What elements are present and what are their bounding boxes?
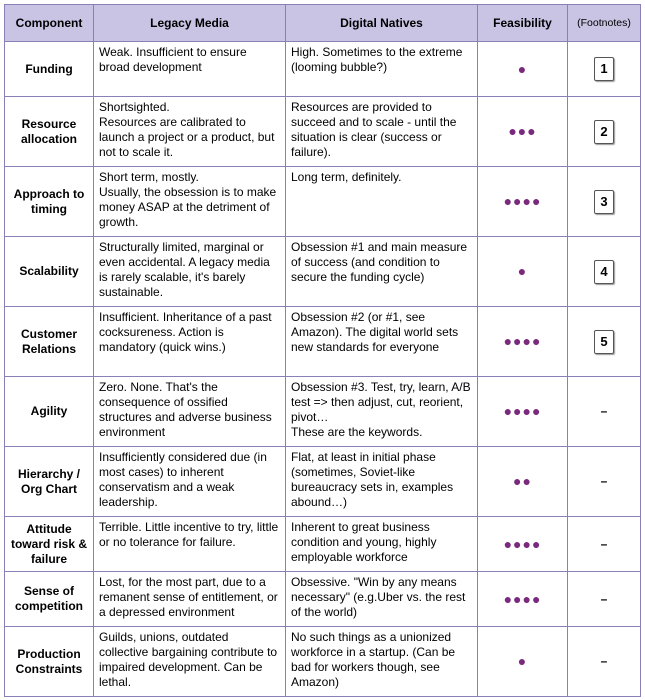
feasibility-dots: ●●●● [478,307,568,377]
table-row [5,572,641,627]
comparison-table [4,4,641,697]
digital-cell: Obsession #3. Test, try, learn, A/B test => then adjust, cut, reorient, pivot… These are the keywords. [286,377,478,447]
footnote-badge: 2 [594,120,614,144]
legacy-cell: Short term, mostly. Usually, the obsession is to make money ASAP at the detriment of growth. [94,167,286,237]
table-row [5,307,641,377]
component-cell: Hierarchy / Org Chart [5,447,94,517]
feasibility-dots: ● [478,627,568,697]
footnote-dash: – [600,474,608,488]
digital-cell: Flat, at least in initial phase (sometimes, Soviet-like bureaucracy sets in, examples abound…) [286,447,478,517]
table-row [5,237,641,307]
header-row [5,5,641,42]
feasibility-dots: ● [478,42,568,97]
legacy-cell: Insufficiently considered due (in most cases) to inherent conservatism and a weak leadership. [94,447,286,517]
legacy-cell: Zero. None. That's the consequence of ossified structures and adverse business environment [94,377,286,447]
legacy-cell: Weak. Insufficient to ensure broad development [94,42,286,97]
component-cell: Approach to timing [5,167,94,237]
legacy-cell: Guilds, unions, outdated collective bargaining contribute to impaired development. Can be lethal. [94,627,286,697]
table-row [5,167,641,237]
legacy-cell: Shortsighted. Resources are calibrated to launch a project or a product, but not to scale it. [94,97,286,167]
digital-cell: Resources are provided to succeed and to scale - until the situation is clear (success or failure). [286,97,478,167]
digital-cell: Obsessive. "Win by any means necessary" (e.g.Uber vs. the rest of the world) [286,572,478,627]
table-row [5,42,641,97]
feasibility-dots: ●●●● [478,167,568,237]
table-row [5,517,641,572]
digital-cell: High. Sometimes to the extreme (looming bubble?) [286,42,478,97]
footnote-dash: – [600,536,608,551]
footnote-badge: 1 [594,57,614,81]
digital-cell: Obsession #2 (or #1, see Amazon). The digital world sets new standards for everyone [286,307,478,377]
header-feasibility: Feasibility [478,5,568,42]
component-cell: Agility [5,377,94,447]
header-legacy-media: Legacy Media [94,5,286,42]
legacy-cell: Lost, for the most part, due to a remanent sense of entitlement, or a depressed environment [94,572,286,627]
table-row [5,97,641,167]
feasibility-dots: ● [478,237,568,307]
component-cell: Customer Relations [5,307,94,377]
footnote-dash: – [600,654,608,668]
legacy-cell: Structurally limited, marginal or even accidental. A legacy media is rarely scalable, it's barely sustainable. [94,237,286,307]
footnote-dash: – [600,404,608,418]
digital-cell: No such things as a unionized workforce in a startup. (Can be bad for workers though, see Amazon) [286,627,478,697]
feasibility-dots: ●●●● [478,572,568,627]
header-component: Component [5,5,94,42]
footnote-badge: 3 [594,190,614,214]
footnote-dash: – [600,591,608,606]
header-footnotes: (Footnotes) [568,5,641,42]
component-cell: Resource allocation [5,97,94,167]
component-cell: Scalability [5,237,94,307]
feasibility-dots: ●●●● [478,377,568,447]
legacy-cell: Terrible. Little incentive to try, little or no tolerance for failure. [94,517,286,572]
feasibility-dots: ●●●● [478,517,568,572]
footnote-badge: 4 [594,260,614,284]
table-row [5,447,641,517]
component-cell: Funding [5,42,94,97]
component-cell: Production Constraints [5,627,94,697]
digital-cell: Obsession #1 and main measure of success (and condition to secure the funding cycle) [286,237,478,307]
footnote-badge: 5 [594,330,614,354]
component-cell: Attitude toward risk & failure [5,517,94,572]
digital-cell: Long term, definitely. [286,167,478,237]
digital-cell: Inherent to great business condition and young, highly employable workforce [286,517,478,572]
legacy-cell: Insufficient. Inheritance of a past cocksureness. Action is mandatory (quick wins.) [94,307,286,377]
feasibility-dots: ●●● [478,97,568,167]
header-digital-natives: Digital Natives [286,5,478,42]
feasibility-dots: ●● [478,447,568,517]
table-row [5,627,641,697]
component-cell: Sense of competition [5,572,94,627]
table-row [5,377,641,447]
